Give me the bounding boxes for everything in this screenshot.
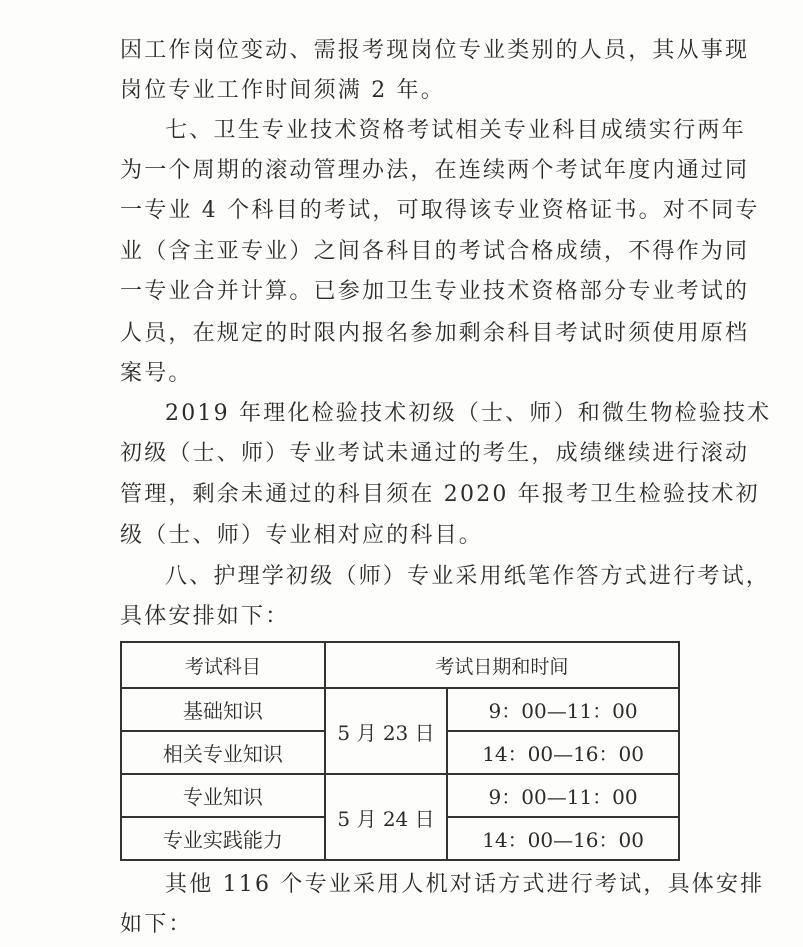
text-line: 一专业合并计算。已参加卫生专业技术资格部分专业考试的 (120, 279, 750, 304)
exam-schedule-table (120, 641, 680, 861)
text-line: 具体安排如下： (120, 604, 290, 629)
text-line: 初级（士、师）专业考试未通过的考生，成绩继续进行滚动 (120, 441, 750, 466)
text-line: 因工作岗位变动、需报考现岗位专业类别的人员，其从事现 (120, 38, 750, 63)
table-header-row (121, 642, 679, 688)
text-line: 岗位专业工作时间须满 2 年。 (120, 78, 445, 103)
subject-cell: 专业知识 (121, 774, 325, 817)
text-line: 案号。 (120, 361, 193, 386)
text-line: 业（含主亚专业）之间各科目的考试合格成绩，不得作为同 (120, 239, 750, 264)
time-cell: 9：00—11：00 (447, 774, 679, 817)
text-line: 人员，在规定的时限内报名参加剩余科目考试时须使用原档 (120, 321, 750, 346)
text-line: 八、护理学初级（师）专业采用纸笔作答方式进行考试， (165, 564, 771, 589)
text-line: 为一个周期的滚动管理办法，在连续两个考试年度内通过同 (120, 158, 750, 183)
text-line: 七、卫生专业技术资格考试相关专业科目成绩实行两年 (165, 118, 746, 143)
table-row (121, 774, 679, 817)
text-line: 管理，剩余未通过的科目须在 2020 年报考卫生检验技术初 (120, 482, 760, 507)
date-cell: 5 月 23 日 (325, 688, 447, 774)
subject-cell: 基础知识 (121, 688, 325, 731)
subject-cell: 相关专业知识 (121, 731, 325, 774)
text-line: 级（士、师）专业相对应的科目。 (120, 523, 484, 548)
date-cell: 5 月 24 日 (325, 774, 447, 860)
table-header: 考试日期和时间 (325, 642, 679, 688)
time-cell: 14：00—16：00 (447, 731, 679, 774)
time-cell: 9：00—11：00 (447, 688, 679, 731)
text-line: 一专业 4 个科目的考试，可取得该专业资格证书。对不同专 (120, 198, 760, 223)
subject-cell: 专业实践能力 (121, 817, 325, 860)
text-line: 如下： (120, 912, 193, 937)
text-line: 2019 年理化检验技术初级（士、师）和微生物检验技术 (165, 401, 772, 426)
table-header: 考试科目 (121, 642, 325, 688)
text-line: 其他 116 个专业采用人机对话方式进行考试，具体安排 (165, 872, 765, 897)
table-row (121, 688, 679, 731)
time-cell: 14：00—16：00 (447, 817, 679, 860)
